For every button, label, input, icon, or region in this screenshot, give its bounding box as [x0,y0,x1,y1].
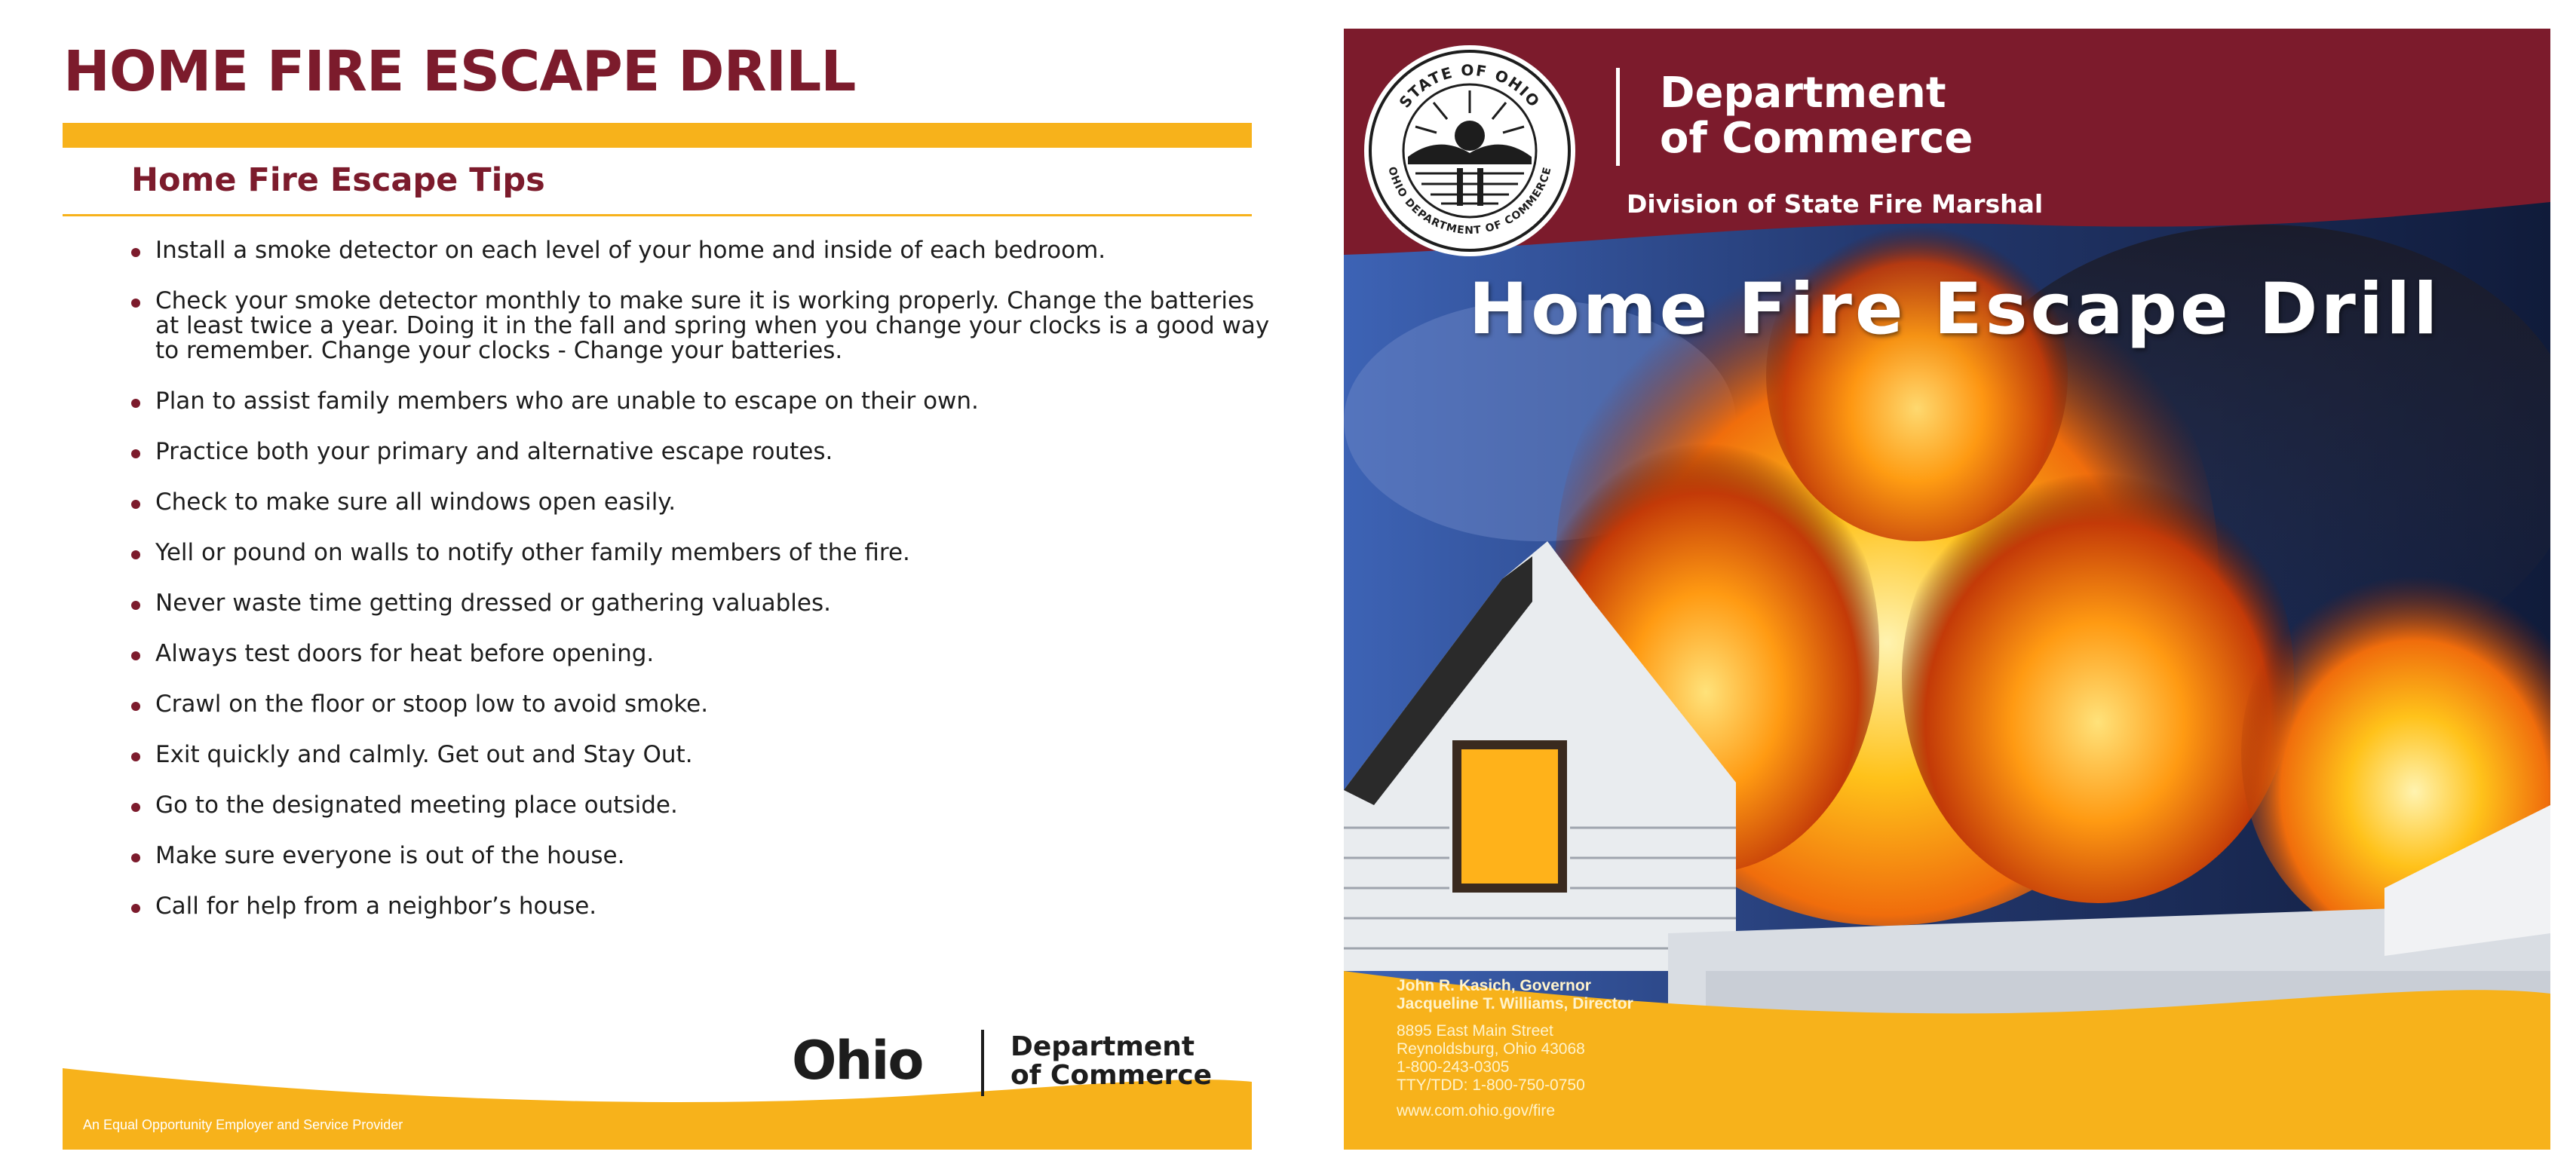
ohio-dept-line1: Department [1010,1031,1195,1062]
ohio-dept-line2: of Commerce [1010,1060,1213,1091]
bullet-icon [131,449,140,458]
tip-item [128,642,1274,666]
website-link[interactable]: www.com.ohio.gov/fire [1397,1102,1556,1119]
ohio-logo: Ohio [792,1030,923,1092]
tip-text: Install a smoke detector on each level of your home and inside of each bedroom. [155,237,1106,264]
svg-text:STATE OF OHIO: STATE OF OHIO [1395,60,1544,112]
page-title: HOME FIRE ESCAPE DRILL [63,39,856,104]
bullet-icon [131,651,140,660]
bullet-icon [131,752,140,761]
tip-item [128,289,1274,363]
tip-item [128,743,1274,767]
contact-address [1397,1022,1585,1095]
tip-text: Check to make sure all windows open easily. [155,488,676,516]
tip-item [128,238,1274,263]
director-line: Jacqueline T. Williams, Director [1397,995,1633,1012]
tip-text: Plan to assist family members who are unable to escape on their own. [155,387,979,415]
logo-divider [981,1030,984,1096]
tips-list [128,238,1274,945]
governor-line: John R. Kasich, Governor [1397,977,1591,994]
header-divider [1616,68,1620,166]
tip-item [128,490,1274,515]
address-line: Reynoldsburg, Ohio 43068 [1397,1040,1585,1058]
tip-text: Exit quickly and calmly. Get out and Stay Out. [155,741,693,768]
bullet-icon [131,702,140,711]
tip-item [128,793,1274,818]
svg-text:OHIO DEPARTMENT OF COMMERCE: OHIO DEPARTMENT OF COMMERCE [1385,165,1554,237]
tip-item [128,439,1274,464]
bullet-icon [131,248,140,257]
tip-text: Practice both your primary and alternative escape routes. [155,438,833,465]
bullet-icon [131,601,140,610]
tip-text: Make sure everyone is out of the house. [155,842,625,869]
officials-block [1397,977,1633,1013]
bullet-icon [131,853,140,862]
tip-text: Yell or pound on walls to notify other family members of the fire. [155,539,910,566]
tip-item [128,389,1274,414]
equal-opportunity-note: An Equal Opportunity Employer and Service Provider [83,1117,403,1132]
tip-text: Crawl on the floor or stoop low to avoid smoke. [155,691,709,718]
bullet-icon [131,904,140,913]
phone-line: 1-800-243-0305 [1397,1058,1510,1076]
tip-text: Call for help from a neighbor’s house. [155,893,597,920]
dept-line2: of Commerce [1660,114,1973,163]
title-underline-bar [63,123,1252,148]
tip-text: Check your smoke detector monthly to make sure it is working properly. Change the batteries at least twice a year. Doing it in the fall and spring when you change your clocks is a good way to remember. Change your clocks - Change your batteries. [155,287,1270,364]
bullet-icon [131,803,140,812]
tip-text: Never waste time getting dressed or gathering valuables. [155,590,831,617]
cover-panel [1344,29,2550,1150]
tips-heading: Home Fire Escape Tips [131,161,545,199]
tty-line: TTY/TDD: 1-800-750-0750 [1397,1077,1585,1094]
division-name: Division of State Fire Marshal [1627,189,2044,219]
address-line: 8895 East Main Street [1397,1022,1553,1040]
tip-item [128,692,1274,717]
tips-panel [0,0,1282,1173]
tip-text: Always test doors for heat before opening. [155,640,655,667]
tip-item [128,844,1274,868]
bullet-icon [131,500,140,509]
department-name [1660,71,1973,161]
bullet-icon [131,550,140,559]
cover-title: Home Fire Escape Drill [1468,268,2441,351]
tips-divider [63,214,1252,216]
tip-item [128,541,1274,565]
bullet-icon [131,299,140,308]
tip-item [128,894,1274,919]
ohio-dept-logo-text [1010,1033,1212,1090]
dept-line1: Department [1660,69,1946,118]
ohio-seal-icon [1363,44,1577,258]
tip-item [128,591,1274,616]
bullet-icon [131,399,140,408]
tip-text: Go to the designated meeting place outside. [155,792,678,819]
